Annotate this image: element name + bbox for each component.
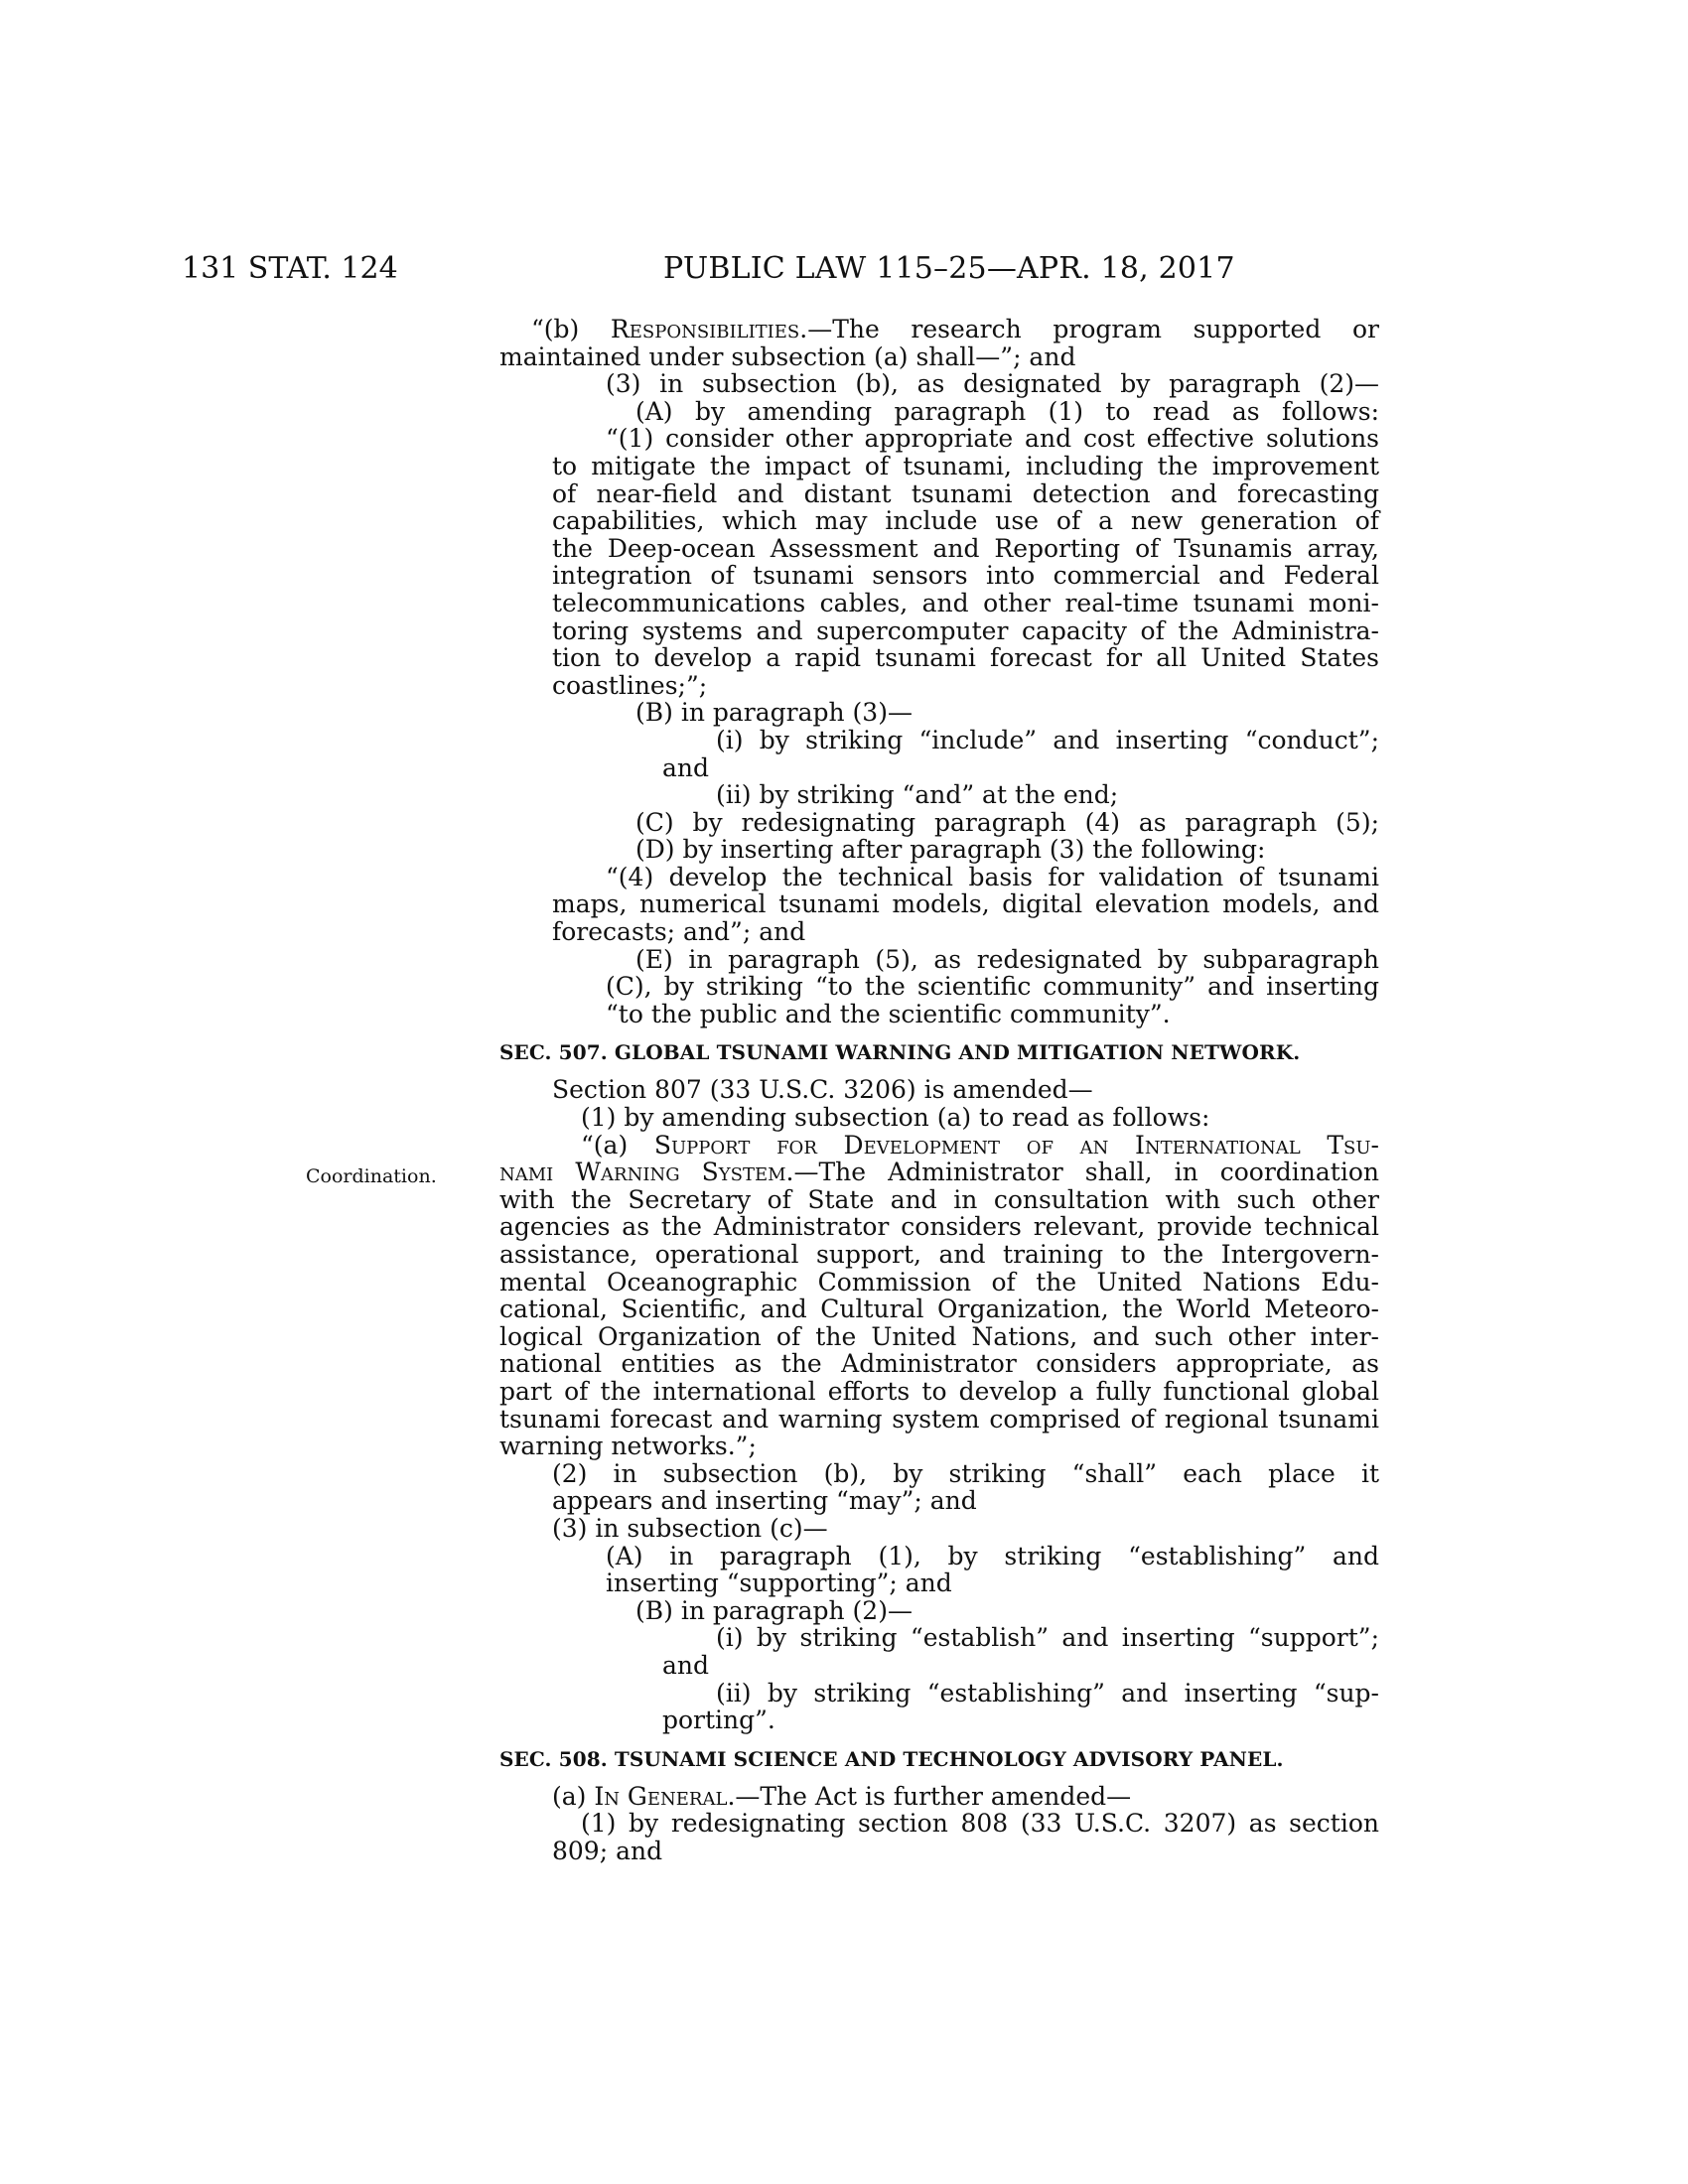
text-line: with the Secretary of State and in consultation with such other [499,1184,1379,1214]
text-line: forecasts; and”; and [552,917,806,947]
text-line: warning networks.”; [499,1432,757,1461]
text-line: appears and inserting “may”; and [552,1486,977,1516]
text-line: nami Warning System.—The Administrator shall, in coordination [499,1158,1379,1187]
text-line: (A) in paragraph (1), by striking “establishing” and [606,1541,1379,1570]
text-line: (1) by amending subsection (a) to read as follows: [581,1103,1210,1133]
text-line: (C) by redesignating paragraph (4) as paragraph (5); [635,807,1379,837]
text-line: toring systems and supercomputer capacity of the Administra- [552,615,1379,645]
text-line: capabilities, which may include use of a new generation of [552,506,1379,536]
text-line: maps, numerical tsunami models, digital elevation models, and [552,889,1379,919]
text-line: agencies as the Administrator considers relevant, provide technical [499,1212,1379,1242]
text-line: “to the public and the scientific community”. [606,999,1171,1028]
text-line: (ii) by striking “and” at the end; [716,780,1119,810]
text-line: national entities as the Administrator considers appropriate, as [499,1349,1379,1379]
page-header [0,251,1688,291]
text-line: “(1) consider other appropriate and cost effective solutions [606,424,1379,454]
public-law-title: PUBLIC LAW 115–25—APR. 18, 2017 [663,251,1235,286]
text-line: (a) In General.—The Act is further amended— [552,1781,1132,1811]
text-line: telecommunications cables, and other real-time tsunami moni- [552,588,1379,617]
text-line: (B) in paragraph (2)— [635,1595,913,1625]
text-line: Section 807 (33 U.S.C. 3206) is amended— [552,1075,1093,1105]
text-line: maintained under subsection (a) shall—”; and [499,341,1076,371]
text-line: (i) by striking “include” and inserting “conduct”; [716,725,1379,754]
text-line: cational, Scientific, and Cultural Organization, the World Meteoro- [499,1295,1379,1324]
text-line: to mitigate the impact of tsunami, including the improvement [552,451,1379,480]
text-line: (2) in subsection (b), by striking “shall” each place it [552,1458,1379,1488]
document-body [499,316,1379,1864]
text-line: porting”. [662,1706,775,1735]
text-line: (C), by striking “to the scientific community” and inserting [606,972,1379,1002]
text-line: tsunami forecast and warning system comprised of regional tsunami [499,1404,1379,1433]
section-heading-507: SEC. 507. GLOBAL TSUNAMI WARNING AND MITIGATION NETWORK. [499,1040,1301,1065]
text-line: and [662,1650,710,1680]
margin-note-coordination: Coordination. [306,1165,437,1187]
text-line: “(b) Responsibilities.—The research program supported or [531,315,1379,343]
text-line: assistance, operational support, and training to the Intergovern- [499,1240,1379,1269]
text-line: (ii) by striking “establishing” and inserting “sup- [716,1678,1379,1707]
text-line: coastlines;”; [552,670,708,700]
text-line: (3) in subsection (c)— [552,1513,828,1543]
text-line: of near-field and distant tsunami detection and forecasting [552,478,1379,508]
text-line: tion to develop a rapid tsunami forecast for all United States [552,643,1379,673]
text-line: (E) in paragraph (5), as redesignated by subparagraph [635,944,1379,974]
text-line: 809; and [552,1836,663,1865]
text-line: (i) by striking “establish” and inserting “support”; [716,1623,1379,1653]
text-line: (D) by inserting after paragraph (3) the following: [635,835,1266,865]
text-line: mental Oceanographic Commission of the United Nations Edu- [499,1267,1379,1297]
text-line: part of the international efforts to develop a fully functional global [499,1376,1379,1406]
section-heading-508: SEC. 508. TSUNAMI SCIENCE AND TECHNOLOGY ADVISORY PANEL. [499,1746,1284,1771]
text-line: integration of tsunami sensors into commercial and Federal [552,561,1379,591]
text-line: “(a) Support for Development of an International Tsu- [581,1130,1380,1160]
text-line: (3) in subsection (b), as designated by paragraph (2)— [606,369,1379,399]
text-line: (A) by amending paragraph (1) to read as follows: [635,396,1379,426]
text-line: “(4) develop the technical basis for validation of tsunami [606,862,1379,891]
text-line: (B) in paragraph (3)— [635,698,913,728]
text-line: inserting “supporting”; and [606,1569,952,1598]
text-line: (1) by redesignating section 808 (33 U.S.C. 3207) as section [581,1809,1379,1839]
text-line: logical Organization of the United Nations, and such other inter- [499,1321,1379,1351]
stat-page-number: 131 STAT. 124 [182,251,398,286]
text-line: and [662,752,710,782]
text-line: the Deep-ocean Assessment and Reporting of Tsunamis array, [552,533,1379,563]
